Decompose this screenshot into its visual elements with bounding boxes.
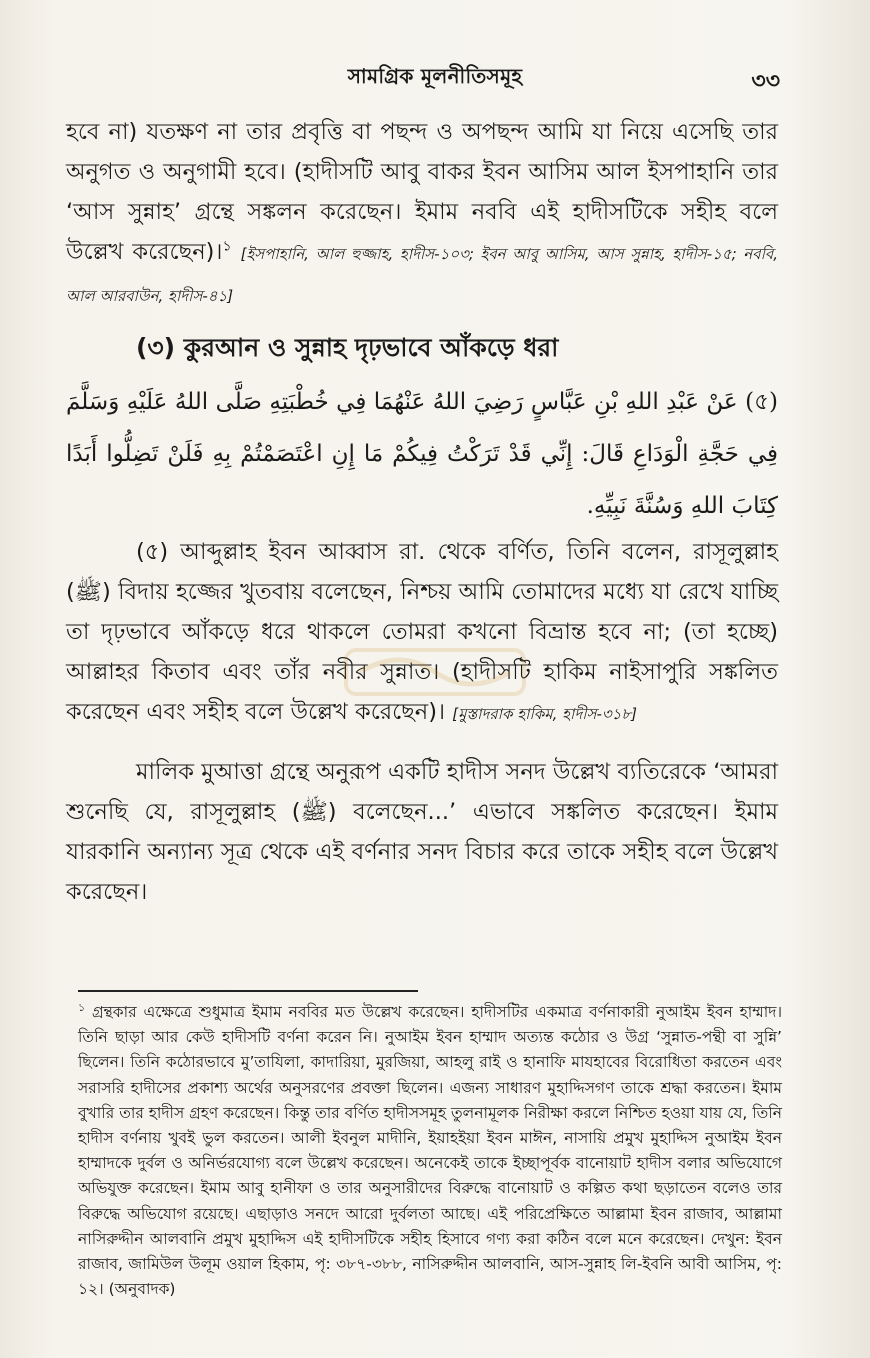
arabic-hadith-text: (৫) عَنْ عَبْدِ اللهِ بْنِ عَبَّاسٍ رَضِيَ اللهُ عَنْهُمَا فِي خُطْبَتِهِ صَلَّى اللهُ عَلَيْهِ وَسَلَّمَ فِي حَجَّةِ الْوَدَاعِ قَالَ: إِنِّي قَدْ تَرَكْتُ فِيكُمْ مَا إِنِ اعْتَصَمْتُمْ بِهِ فَلَنْ تَضِلُّوا أَبَدًا كِتَابَ اللهِ وَسُنَّةَ نَبِيِّهِ. [66, 389, 778, 519]
footnote-number: ১ [78, 1000, 86, 1014]
running-head: সামগ্রিক মূলনীতিসমূহ [347, 63, 523, 88]
citation-1: [ইসপাহানি, আল হুজ্জাহ, হাদীস-১০৩; ইবন আবু আসিম, আস সুন্নাহ, হাদীস-১৫; নববি, আল আরবাউন, হাদীস-৪১] [66, 245, 778, 305]
footnote-reference[interactable]: ১ [222, 238, 232, 255]
citation-2: [মুস্তাদরাক হাকিম, হাদীস-৩১৮] [452, 705, 637, 723]
footnote [78, 1000, 782, 1302]
footnote-text: গ্রন্থকার এক্ষেত্রে শুধুমাত্র ইমাম নববির মত উল্লেখ করেছেন। হাদীসটির একমাত্র বর্ণনাকারী নুআইম ইবন হাম্মাদ। তিনি ছাড়া আর কেউ হাদীসটি বর্ণনা করেন নি। নুআইম ইবন হাম্মাদ অত্যন্ত কঠোর ও উগ্র ‘সুন্নাত-পন্থী বা সুন্নি’ ছিলেন। তিনি কঠোরভাবে মু’তাযিলা, কাদারিয়া, মুরজিয়া, আহলু রাই ও হানাফি মাযহাবের বিরোধিতা করতেন এবং সরাসরি হাদীসের প্রকাশ্য অর্থের অনুসরণের প্রবক্তা ছিলেন। এজন্য সাধারণ মুহাদ্দিসগণ তাকে শ্রদ্ধা করতেন। ইমাম বুখারি তার হাদীস গ্রহণ করেছেন। কিন্তু তার বর্ণিত হাদীসসমূহ তুলনামূলক নিরীক্ষা করলে নিশ্চিত হওয়া যায় যে, তিনি হাদীস বর্ণনায় খুবই ভুল করতেন। আলী ইবনুল মাদীনি, ইয়াহইয়া ইবন মাঈন, নাসায়ি প্রমুখ মুহাদ্দিস নুআইম ইবন হাম্মাদকে দুর্বল ও অনির্ভরযোগ্য বলে উল্লেখ করেছেন। অনেকেই তাকে ইচ্ছাপূর্বক বানোয়াট হাদীস বলার অভিযোগে অভিযুক্ত করেছেন। ইমাম আবু হানীফা ও তার অনুসারীদের বিরুদ্ধে বানোয়াট ও কল্পিত কথা ছড়াতেন বলেও তার বিরুদ্ধে অভিযোগ রয়েছে। এছাড়াও সনদে আরো দুর্বলতা আছে। এই পরিপ্রেক্ষিতে আল্লামা ইবন রাজাব, আল্লামা নাসিরুদ্দীন আলবানি প্রমুখ মুহাদ্দিস এই হাদীসটিকে সহীহ হিসাবে গণ্য করা কঠিন বলে মনে করেছেন। দেখুন: ইবন রাজাব, জামিউল উলূম ওয়াল হিকাম, পৃ: ৩৮৭-৩৮৮, নাসিরুদ্দীন আলবানি, আস-সুন্নাহ লি-ইবনি আবী আসিম, পৃ: ১২। (অনুবাদক) [78, 1003, 782, 1299]
paragraph-1 [66, 112, 778, 316]
paragraph-2-text: (৫) আব্দুল্লাহ ইবন আব্বাস রা. থেকে বর্ণিত, তিনি বলেন, রাসূলুল্লাহ (ﷺ) বিদায় হজ্জের খুতবায় বলেছেন, নিশ্চয় আমি তোমাদের মধ্যে যা রেখে যাচ্ছি তা দৃঢ়ভাবে আঁকড়ে ধরে থাকলে তোমরা কখনো বিভ্রান্ত হবে না; (তা হচ্ছে) আল্লাহর কিতাব এবং তাঁর নবীর সুন্নাত। (হাদীসটি হাকিম নাইসাপুরি সঙ্কলিত করেছেন এবং সহীহ বলে উল্লেখ করেছেন)। [66, 539, 778, 725]
page-number: ৩৩ [751, 69, 780, 94]
paragraph-2 [66, 532, 778, 734]
page-header [0, 58, 870, 98]
main-text [66, 112, 778, 912]
paragraph-1-text: হবে না) যতক্ষণ না তার প্রবৃত্তি বা পছন্দ ও অপছন্দ আমি যা নিয়ে এসেছি তার অনুগত ও অনুগামী হবে। (হাদীসটি আবু বাকর ইবন আসিম আল ইসপাহানি তার ‘আস সুন্নাহ’ গ্রন্থে সঙ্কলন করেছেন। ইমাম নববি এই হাদীসটিকে সহীহ বলে উল্লেখ করেছেন)। [66, 119, 778, 265]
section-heading: (৩) কুরআন ও সুন্নাহ দৃঢ়ভাবে আঁকড়ে ধরা [136, 333, 559, 362]
paragraph-3: মালিক মুআত্তা গ্রন্থে অনুরূপ একটি হাদীস সনদ উল্লেখ ব্যতিরেকে ‘আমরা শুনেছি যে, রাসূলুল্লাহ (ﷺ) বলেছেন...’ এভাবে সঙ্কলিত করেছেন। ইমাম যারকানি অন্যান্য সূত্র থেকে এই বর্ণনার সনদ বিচার করে তাকে সহীহ বলে উল্লেখ করেছেন। [66, 759, 778, 905]
footnote-separator [78, 990, 418, 992]
paragraph-gap [66, 734, 778, 752]
